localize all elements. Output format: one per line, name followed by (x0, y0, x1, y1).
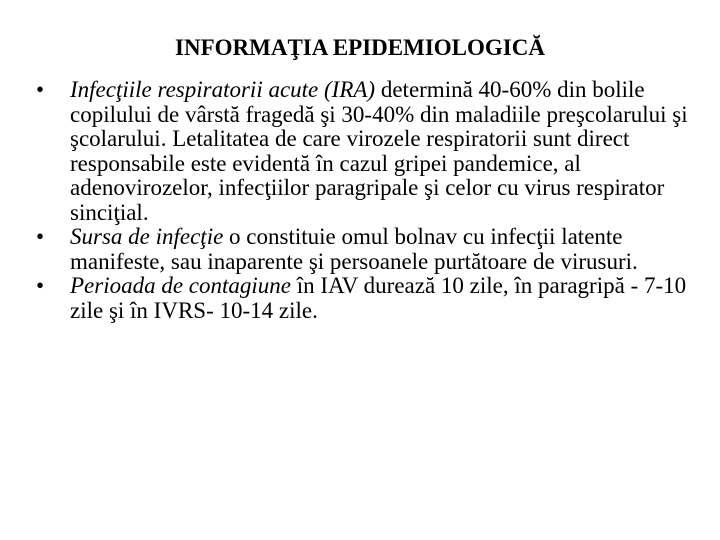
bullet-body-text: determină 40-60% din bolile copilului de vârstă fragedă şi 30-40% din maladiile preşcolarului şi şcolarului. Letalitatea de care virozele respiratorii sunt direct responsabile este evidentă în cazul gripei pandemice, al adenovirozelor, infecţiilor paragripale şi celor cu virus respirator sinciţial. (70, 77, 688, 225)
list-item (30, 274, 690, 323)
list-item (30, 225, 690, 274)
bullet-lead-text: Infecţiile respiratorii acute (IRA) (70, 77, 376, 102)
bullet-icon: • (35, 273, 45, 298)
bullet-list (30, 78, 690, 323)
bullet-lead-text: Perioada de contagiune (70, 273, 292, 298)
bullet-body-text: o constituie omul bolnav cu infecţii latente manifeste, sau inaparente şi persoanele purtătoare de virusuri. (70, 224, 638, 274)
bullet-icon: • (35, 77, 45, 102)
list-item (30, 78, 690, 225)
bullet-lead-text: Sursa de infecţie (70, 224, 224, 249)
bullet-icon: • (35, 224, 45, 249)
bullet-body-text: în IAV durează 10 zile, în paragripă - 7-10 zile şi în IVRS- 10-14 zile. (70, 273, 687, 323)
slide-title: INFORMAŢIA EPIDEMIOLOGICĂ (175, 35, 545, 60)
